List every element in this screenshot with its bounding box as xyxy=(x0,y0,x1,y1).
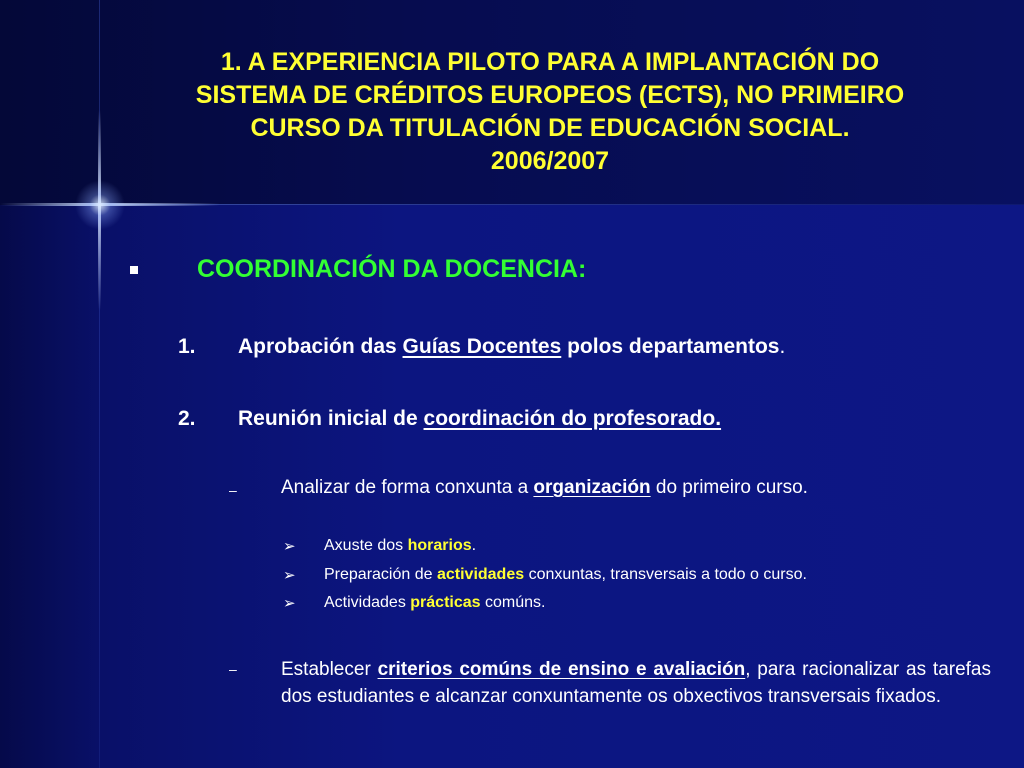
paragraph-text: , para racionalizar as tarefas dos estudiantes e alcanzar conxuntamente os obxectivos transversais fixados. xyxy=(281,659,992,707)
point-item xyxy=(324,537,476,555)
point-text: Axuste dos xyxy=(324,537,408,554)
section-heading: COORDINACIÓN DA DOCENCIA: xyxy=(197,255,587,283)
dash-bullet-icon: – xyxy=(229,482,237,498)
point-text: Actividades xyxy=(324,594,411,611)
arrow-bullet-icon: ➢ xyxy=(283,595,296,612)
arrow-bullet-icon: ➢ xyxy=(283,567,296,584)
coordinacion-link: coordinación do profesorado. xyxy=(423,407,722,430)
item-text: Aprobación das xyxy=(238,335,403,358)
item-number: 2. xyxy=(178,407,196,430)
list-item xyxy=(238,335,785,359)
point-item xyxy=(324,566,807,584)
point-text: . xyxy=(471,537,477,554)
arrow-bullet-icon: ➢ xyxy=(283,538,296,555)
point-strong: prácticas xyxy=(410,594,481,611)
paragraph-strong: criterios comúns de ensino e avaliación xyxy=(377,659,746,680)
point-strong: actividades xyxy=(436,566,525,583)
item-number: 1. xyxy=(178,335,196,358)
slide-title xyxy=(110,46,990,178)
sub-item-text: do primeiro curso. xyxy=(650,477,808,498)
sub-item xyxy=(281,477,808,499)
title-line: SISTEMA DE CRÉDITOS EUROPEOS (ECTS), NO PRIMEIRO xyxy=(195,81,905,109)
point-text: Preparación de xyxy=(324,566,437,583)
paragraph-text: Establecer xyxy=(281,659,378,680)
item-text: Reunión inicial de xyxy=(238,407,424,430)
sub-item-strong: organización xyxy=(533,477,651,498)
sub-item-text: Analizar de forma conxunta a xyxy=(281,477,534,498)
list-item xyxy=(238,407,721,431)
guias-docentes-link: Guías Docentes xyxy=(402,335,562,358)
decorative-line xyxy=(110,204,1024,205)
dash-bullet-icon: – xyxy=(229,661,237,677)
square-bullet-icon xyxy=(130,266,138,274)
item-text: polos departamentos xyxy=(561,335,780,358)
closing-paragraph xyxy=(281,656,991,710)
point-text: comúns. xyxy=(480,594,546,611)
point-strong: horarios xyxy=(407,537,472,554)
star-flare-icon xyxy=(75,180,125,230)
title-line: CURSO DA TITULACIÓN DE EDUCACIÓN SOCIAL. xyxy=(250,114,850,142)
point-text: conxuntas, transversais a todo o curso. xyxy=(524,566,807,583)
title-line: 1. A EXPERIENCIA PILOTO PARA A IMPLANTACIÓN DO xyxy=(220,48,880,76)
point-item xyxy=(324,594,545,612)
item-text: . xyxy=(779,335,786,358)
title-line: 2006/2007 xyxy=(490,147,610,175)
